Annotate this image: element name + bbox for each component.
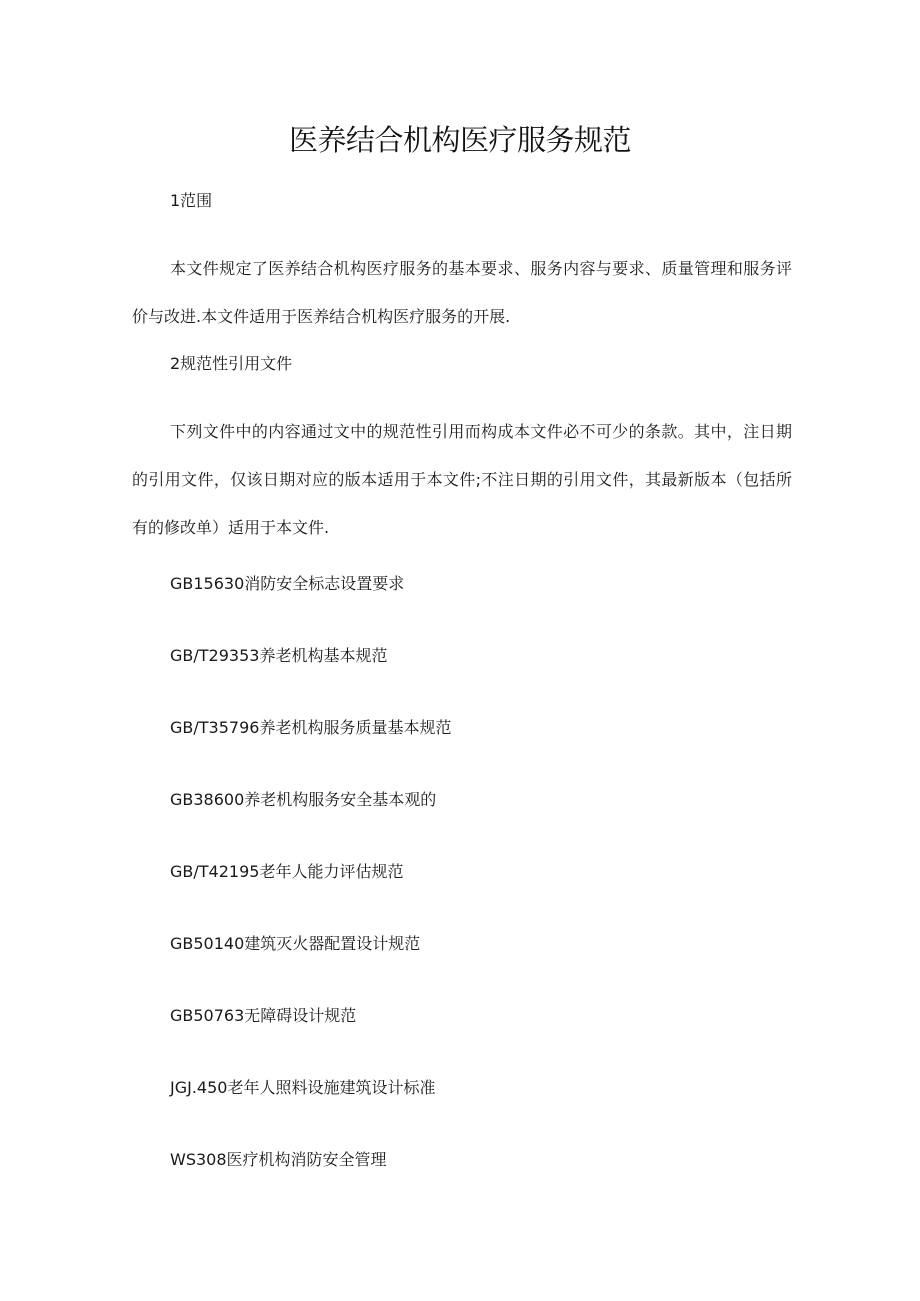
reference-item: GB/T42195老年人能力评估规范 bbox=[170, 862, 404, 881]
reference-item: GB15630消防安全标志设置要求 bbox=[170, 574, 405, 593]
reference-item: GB/T29353养老机构基本规范 bbox=[170, 646, 388, 665]
reference-item: WS308医疗机构消防安全管理 bbox=[170, 1150, 387, 1169]
reference-item: GB50140建筑灭火器配置设计规范 bbox=[170, 934, 421, 953]
section-body-normative-references: 下列文件中的内容通过文中的规范性引用而构成本文件必不可少的条款。其中，注日期的引用文件，仅该日期对应的版本适用于本文件;不注日期的引用文件，其最新版本（包括所有的修改单）适用于本文件. bbox=[132, 422, 792, 537]
section-heading-normative-references: 2规范性引用文件 bbox=[170, 354, 293, 373]
reference-item: GB/T35796养老机构服务质量基本规范 bbox=[170, 718, 452, 737]
section-heading-scope: 1范围 bbox=[170, 191, 213, 210]
reference-item: GB50763无障碍设计规范 bbox=[170, 1006, 357, 1025]
reference-item: GB38600养老机构服务安全基本观的 bbox=[170, 790, 437, 809]
section-body-scope: 本文件规定了医养结合机构医疗服务的基本要求、服务内容与要求、质量管理和服务评价与改进.本文件适用于医养结合机构医疗服务的开展. bbox=[132, 259, 792, 326]
reference-item: JGJ.450老年人照料设施建筑设计标准 bbox=[170, 1078, 436, 1097]
document-title: 医养结合机构医疗服务规范 bbox=[288, 123, 631, 157]
